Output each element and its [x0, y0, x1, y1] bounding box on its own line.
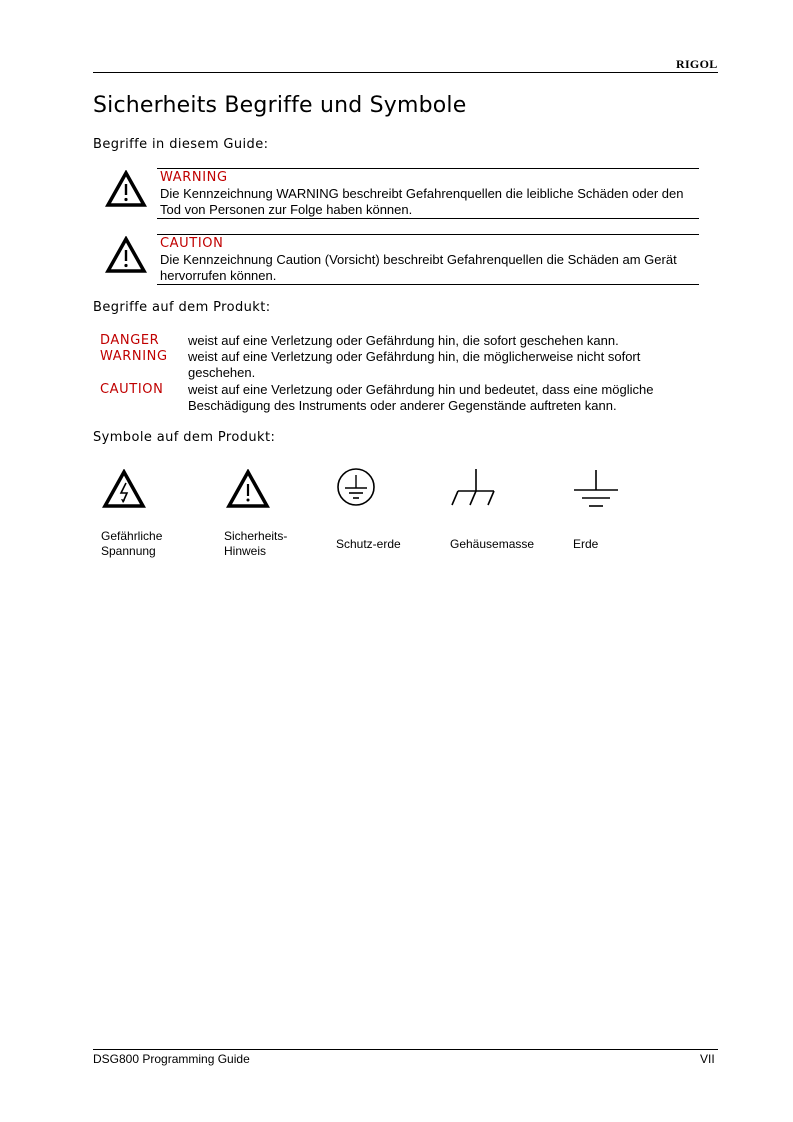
caution-text-line-2: hervorrufen können. [160, 268, 277, 283]
symbol-caption-safety-warning [224, 529, 287, 559]
caution-label: CAUTION [160, 236, 224, 251]
term-description-line-1: weist auf eine Verletzung oder Gefährdung hin, die möglicherweise nicht sofort [188, 349, 641, 364]
caption-line-1: Sicherheits- [224, 529, 288, 543]
safety-warning-icon [226, 469, 270, 509]
caution-triangle-icon [105, 236, 147, 274]
guide-terms-heading: Begriffe in diesem Guide: [93, 137, 269, 152]
warning-triangle-icon [105, 170, 147, 208]
caption-line-2: Spannung [101, 544, 156, 558]
footer-doc-title: DSG800 Programming Guide [93, 1052, 250, 1066]
warning-text-line-2: Tod von Personen zur Folge haben können. [160, 202, 413, 217]
brand-logo-text: RIGOL [676, 57, 718, 71]
header-rule [93, 72, 718, 73]
caution-box-top-rule [157, 234, 699, 235]
term-label: WARNING [100, 349, 168, 364]
chassis-ground-icon [448, 467, 496, 509]
symbol-caption-high-voltage [101, 529, 162, 559]
term-description [188, 349, 688, 381]
footer-rule [93, 1049, 718, 1050]
caution-box-bottom-rule [157, 284, 699, 285]
high-voltage-icon [102, 469, 146, 509]
caption-line-2: Hinweis [224, 544, 267, 558]
caution-text [160, 252, 700, 284]
symbol-caption-protective-earth [336, 537, 401, 552]
term-description [188, 382, 688, 414]
earth-ground-icon [572, 468, 620, 510]
caption-line-1: Gefährliche [101, 529, 163, 543]
term-label: CAUTION [100, 382, 164, 397]
term-description [188, 333, 688, 349]
protective-earth-icon [335, 466, 377, 508]
symbol-caption-chassis-ground [450, 537, 534, 552]
footer-page-number: VII [700, 1052, 715, 1066]
warning-box-bottom-rule [157, 218, 699, 219]
term-description-line-1: weist auf eine Verletzung oder Gefährdung hin und bedeutet, dass eine mögliche [188, 382, 654, 397]
product-symbols-heading: Symbole auf dem Produkt: [93, 430, 276, 445]
caption-line-1: Erde [573, 537, 599, 551]
page-title: Sicherheits Begriffe und Symbole [93, 93, 467, 118]
warning-text [160, 186, 700, 218]
term-label: DANGER [100, 333, 160, 348]
warning-box-top-rule [157, 168, 699, 169]
product-terms-heading: Begriffe auf dem Produkt: [93, 300, 271, 315]
term-description-line-2: Beschädigung des Instruments oder anderer Gegenstände auftreten kann. [188, 398, 617, 413]
caption-line-1: Gehäusemasse [450, 537, 535, 551]
warning-text-line-1: Die Kennzeichnung WARNING beschreibt Gefahrenquellen die leibliche Schäden oder den [160, 186, 684, 201]
symbol-caption-earth-ground [573, 537, 598, 552]
term-description-line-1: weist auf eine Verletzung oder Gefährdung hin, die sofort geschehen kann. [188, 333, 619, 348]
caution-text-line-1: Die Kennzeichnung Caution (Vorsicht) beschreibt Gefahrenquellen die Schäden am Gerät [160, 252, 677, 267]
warning-label: WARNING [160, 170, 228, 185]
term-description-line-2: geschehen. [188, 365, 256, 380]
caption-line-1: Schutz-erde [336, 537, 401, 551]
